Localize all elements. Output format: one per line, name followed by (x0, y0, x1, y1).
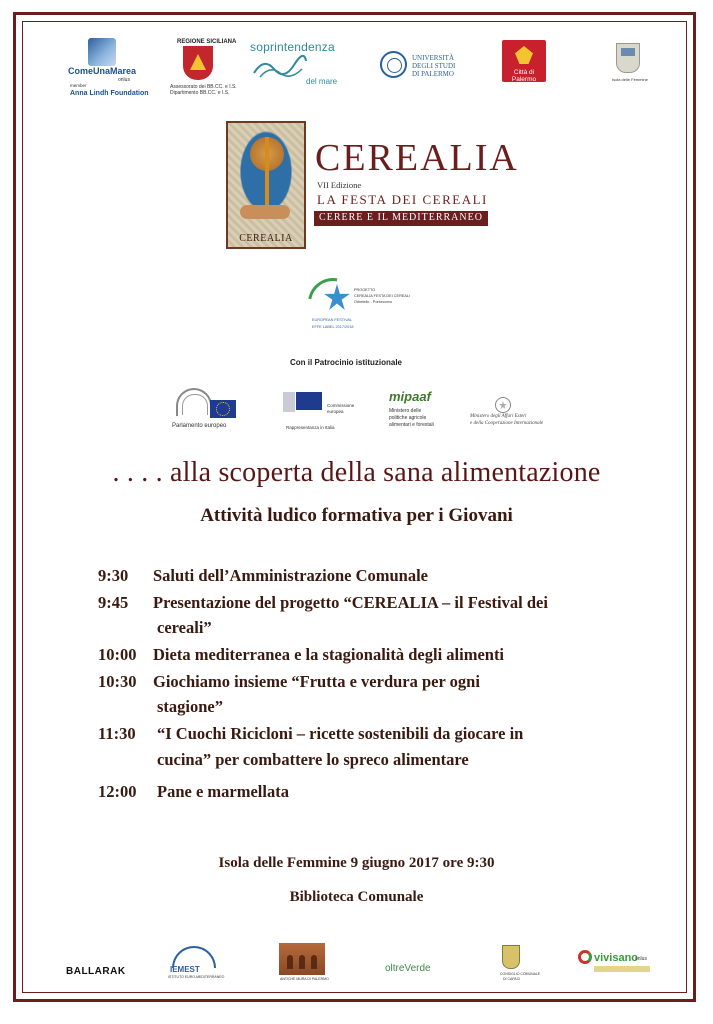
program-item-cont: stagione” (157, 697, 223, 716)
unipa-line1: UNIVERSITÀ (412, 54, 454, 62)
citta-palermo-label: Città di Palermo (511, 69, 537, 83)
festival-bottom1: EUROPEAN FESTIVAL (312, 318, 353, 322)
mipaaf-title: mipaaf (389, 389, 431, 404)
mosaic-label: CEREALIA (239, 233, 293, 244)
program-item: Dieta mediterranea e la stagionalità degli alimenti (153, 645, 505, 664)
program-time: 12:00 (98, 782, 137, 801)
cerealia-subtitle: LA FESTA DEI CEREALI (317, 192, 488, 207)
cerealia-edition: VII Edizione (317, 180, 362, 190)
festival-bottom2: EFFE LABEL 2017/2018 (312, 325, 354, 329)
page-subheadline: Attività ludico formativa per i Giovani (200, 505, 513, 526)
program-item: Saluti dell’Amministrazione Comunale (153, 566, 428, 585)
comeunamarea-name: ComeUnaMarea (68, 66, 137, 76)
comeunamarea-icon (88, 38, 116, 66)
capaci-line2: DI CAPACI (503, 977, 521, 981)
soprintendenza-sub: del mare (306, 77, 338, 86)
waves-icon (252, 55, 308, 79)
regione-line1: Assessorato dei BB.CC. e I.S. (170, 84, 237, 90)
mipaaf-line2: politiche agricole (389, 415, 427, 421)
program-time: 11:30 (98, 724, 136, 743)
program-item: “I Cuochi Ricicloni – ricette sostenibili da giocare in (157, 724, 524, 743)
mipaaf-line3: alimentari e forestali (389, 422, 434, 428)
ballarak-logo: BALLARAK (66, 966, 126, 977)
iemest-label: IEMEST (170, 965, 200, 974)
citta-palermo-logo (502, 40, 546, 82)
commissione-line1: Commissione (327, 403, 355, 408)
program-time: 9:45 (98, 593, 129, 612)
oltreverde-logo: oltreVerde (385, 963, 431, 974)
unipa-line2: DEGLI STUDI (412, 62, 456, 70)
republic-emblem-icon (495, 397, 511, 413)
anna-lindh-label: Anna Lindh Foundation (70, 90, 149, 97)
crest-icon (502, 945, 520, 969)
cerealia-mosaic-image (226, 121, 306, 249)
festival-line2: CEREALIA FESTA DEI CEREALI (354, 294, 411, 298)
parlamento-label: Parlamento europeo (172, 423, 227, 429)
capaci-line1: CONSIGLIO COMUNALE (500, 972, 541, 976)
mipaaf-line1: Ministero delle (389, 408, 422, 414)
vivisano-onlus: onlus (635, 956, 647, 962)
cerealia-tagline: CERERE E IL MEDITERRANEO (319, 212, 483, 223)
town-crest-icon (616, 43, 640, 73)
regione-line2: Dipartimento BB.CC. e I.S. (170, 90, 230, 96)
comeunamarea-onlus: onlus (118, 77, 130, 83)
eagle-icon (515, 46, 533, 64)
program-item: Pane e marmellata (157, 782, 289, 801)
patronage-heading: Con il Patrocinio istituzionale (290, 358, 403, 367)
eu-flag-icon (296, 392, 322, 410)
program-time: 10:00 (98, 645, 137, 664)
event-date: Isola delle Femmine 9 giugno 2017 ore 9:30 (218, 855, 495, 871)
commissione-line3: Rappresentanza in Italia (286, 425, 335, 430)
festival-line1: PROGETTO (354, 288, 376, 292)
vivisano-name: vivisano (594, 952, 639, 964)
page-headline: . . . . alla scoperta della sana alimentazione (112, 457, 601, 488)
eu-flag-icon (210, 400, 236, 418)
esteri-line1: Ministero degli Affari Esteri (470, 414, 527, 419)
unipa-line3: DI PALERMO (412, 70, 454, 78)
isola-label: Isola delle Femmine (612, 77, 648, 82)
event-venue: Biblioteca Comunale (289, 889, 424, 905)
program-item-cont: cucina” per combattere lo spreco alimentare (157, 750, 469, 769)
iemest-sub: ISTITUTO EURO-MEDITERRANEO (168, 975, 225, 979)
wheat-icon (256, 137, 278, 207)
soprintendenza-title: soprintendenza (250, 40, 335, 54)
program-item: Giochiamo insieme “Frutta e verdura per ogni (153, 672, 480, 691)
swirl-icon (578, 950, 592, 964)
trinacria-shield-icon (183, 46, 213, 80)
program-item: Presentazione del progetto “CEREALIA – il Festival dei (153, 593, 548, 612)
commissione-line2: europea (327, 409, 344, 414)
esteri-line2: e della Cooperazione Internazionale (470, 421, 544, 426)
vivisano-bar (594, 966, 650, 972)
comeunamarea-member: member (70, 83, 87, 88)
regione-title: REGIONE SICILIANA (177, 39, 237, 45)
palace-label: ANTICHE MURA DI PALERMO (280, 977, 329, 981)
university-seal-icon (380, 51, 407, 78)
program-time: 10:30 (98, 672, 137, 691)
building-icon (283, 392, 295, 412)
parliament-dome-icon (176, 388, 212, 416)
cerealia-tagline-bar (314, 211, 488, 226)
festival-line3: Orbetello - Pontecorvo (354, 300, 392, 304)
cerealia-title: CEREALIA (315, 137, 519, 179)
program-item-cont: cereali” (157, 618, 212, 637)
palace-image (279, 943, 325, 975)
program-time: 9:30 (98, 566, 129, 585)
